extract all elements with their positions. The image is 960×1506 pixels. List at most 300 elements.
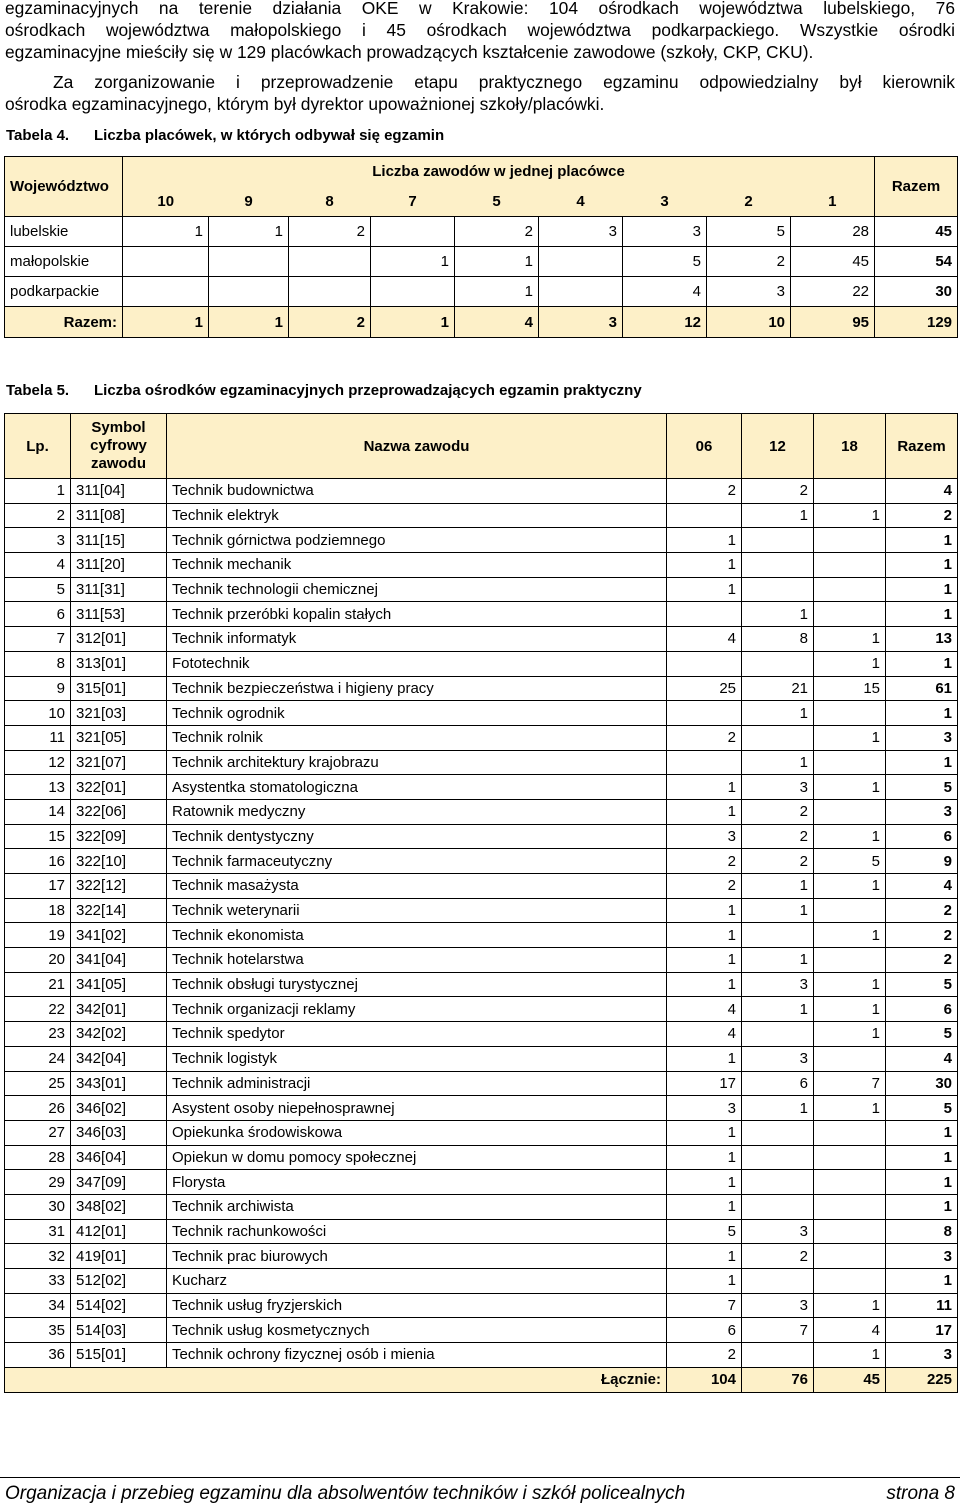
row-symbol: 321[03] [71,701,167,726]
row-lp: 1 [5,479,71,504]
row-12: 2 [742,479,814,504]
row-symbol: 322[01] [71,775,167,800]
cell [123,247,209,277]
sum-cell: 4 [455,307,539,338]
row-12: 2 [742,799,814,824]
row-12: 2 [742,1244,814,1269]
table5-row [5,1120,958,1145]
table5-row [5,1096,958,1121]
row-06: 6 [667,1318,742,1343]
row-06: 1 [667,1244,742,1269]
row-06: 4 [667,997,742,1022]
sum-cell: 2 [289,307,371,338]
row-lp: 19 [5,923,71,948]
row-name: Technik obsługi turystycznej [167,972,667,997]
row-name: Technik ogrodnik [167,701,667,726]
region-name: podkarpackie [5,277,123,307]
row-total: 6 [886,997,958,1022]
cell: 1 [455,277,539,307]
row-lp: 13 [5,775,71,800]
table5-caption [6,382,642,399]
row-symbol: 346[04] [71,1145,167,1170]
table5-body [5,479,958,1368]
row-06: 2 [667,725,742,750]
row-total: 5 [886,1022,958,1047]
row-name: Technik administracji [167,1071,667,1096]
row-06: 2 [667,479,742,504]
row-name: Technik prac biurowych [167,1244,667,1269]
row-total: 1 [886,1269,958,1294]
row-symbol: 311[31] [71,577,167,602]
row-name: Technik organizacji reklamy [167,997,667,1022]
row-symbol: 313[01] [71,651,167,676]
row-total: 4 [886,479,958,504]
row-name: Technik dentystyczny [167,824,667,849]
row-name: Technik architektury krajobrazu [167,750,667,775]
row-06 [667,701,742,726]
row-18 [814,1244,886,1269]
table4-subheader: 10 [123,187,209,217]
row-total: 1 [886,651,958,676]
row-06: 1 [667,775,742,800]
row-12 [742,528,814,553]
row-12: 2 [742,824,814,849]
region-name: lubelskie [5,217,123,247]
row-name: Technik informatyk [167,627,667,652]
sum-cell: 12 [623,307,707,338]
row-06: 17 [667,1071,742,1096]
sum-cell: 1 [209,307,289,338]
row-name: Opiekun w domu pomocy społecznej [167,1145,667,1170]
row-12: 1 [742,997,814,1022]
row-name: Kucharz [167,1269,667,1294]
table5-row [5,1269,958,1294]
row-06: 2 [667,874,742,899]
row-12: 1 [742,503,814,528]
row-symbol: 514[03] [71,1318,167,1343]
table5-row [5,1318,958,1343]
cell [371,277,455,307]
table4-subheader: 1 [791,187,875,217]
row-symbol: 311[53] [71,602,167,627]
row-lp: 16 [5,849,71,874]
table5-number: Tabela 5. [6,382,70,399]
row-total: 4 [886,874,958,899]
sum-total: 225 [886,1367,958,1392]
row-name: Technik górnictwa podziemnego [167,528,667,553]
sum-06: 104 [667,1367,742,1392]
sum-cell: 3 [539,307,623,338]
row-lp: 17 [5,874,71,899]
row-symbol: 346[02] [71,1096,167,1121]
row-12 [742,577,814,602]
row-symbol: 311[04] [71,479,167,504]
row-symbol: 348[02] [71,1194,167,1219]
row-lp: 4 [5,553,71,578]
row-lp: 5 [5,577,71,602]
row-symbol: 346[03] [71,1120,167,1145]
row-18: 1 [814,1022,886,1047]
table5-row [5,627,958,652]
cell [539,247,623,277]
row-symbol: 315[01] [71,676,167,701]
row-06: 3 [667,1096,742,1121]
row-12: 1 [742,750,814,775]
footer-title: Organizacja i przebieg egzaminu dla absolwentów techników i szkół policealnych [5,1483,686,1504]
row-lp: 21 [5,972,71,997]
row-lp: 35 [5,1318,71,1343]
cell: 1 [123,217,209,247]
row-06: 1 [667,898,742,923]
row-lp: 18 [5,898,71,923]
sum-label: Razem: [5,307,123,338]
row-18 [814,1170,886,1195]
row-06: 1 [667,1269,742,1294]
row-name: Technik mechanik [167,553,667,578]
row-total: 1 [886,1194,958,1219]
row-06 [667,750,742,775]
row-symbol: 322[09] [71,824,167,849]
row-symbol: 341[02] [71,923,167,948]
row-name: Technik weterynarii [167,898,667,923]
row-18: 1 [814,627,886,652]
cell: 45 [791,247,875,277]
row-total: 5 [886,1096,958,1121]
row-18: 7 [814,1071,886,1096]
row-symbol: 412[01] [71,1219,167,1244]
row-12 [742,923,814,948]
row-12: 2 [742,849,814,874]
cell [371,217,455,247]
row-symbol: 514[02] [71,1293,167,1318]
table5-row [5,750,958,775]
row-symbol: 347[09] [71,1170,167,1195]
table5-row [5,701,958,726]
row-18: 1 [814,824,886,849]
table5-header-lp: Lp. [5,414,71,479]
row-lp: 10 [5,701,71,726]
cell: 5 [623,247,707,277]
row-12: 1 [742,1096,814,1121]
cell: 5 [707,217,791,247]
row-18: 1 [814,997,886,1022]
row-name: Technik spedytor [167,1022,667,1047]
row-name: Fototechnik [167,651,667,676]
intro-paragraph [5,0,955,63]
row-06 [667,651,742,676]
row-lp: 7 [5,627,71,652]
table4-row [5,277,958,307]
table5 [4,413,958,1393]
row-12 [742,553,814,578]
row-18: 1 [814,775,886,800]
row-06: 1 [667,1145,742,1170]
table5-row [5,849,958,874]
row-lp: 29 [5,1170,71,1195]
row-18 [814,799,886,824]
row-18 [814,1219,886,1244]
row-18 [814,1194,886,1219]
row-18: 1 [814,651,886,676]
row-12 [742,1194,814,1219]
row-12: 1 [742,948,814,973]
row-06: 1 [667,1046,742,1071]
row-lp: 6 [5,602,71,627]
row-lp: 2 [5,503,71,528]
row-12: 3 [742,1219,814,1244]
row-lp: 27 [5,1120,71,1145]
table4-sum-row [5,307,958,338]
row-total: 8 [886,1219,958,1244]
table5-row [5,651,958,676]
row-12: 6 [742,1071,814,1096]
row-lp: 14 [5,799,71,824]
row-12: 1 [742,701,814,726]
row-total: 1 [886,1170,958,1195]
table5-row [5,1170,958,1195]
row-total: 61 [886,676,958,701]
row-name: Technik masażysta [167,874,667,899]
symbol-line: cyfrowy [90,437,147,454]
row-06: 1 [667,923,742,948]
row-06: 1 [667,1120,742,1145]
cell: 28 [791,217,875,247]
table5-row [5,528,958,553]
row-name: Technik usług kosmetycznych [167,1318,667,1343]
row-18 [814,553,886,578]
row-lp: 30 [5,1194,71,1219]
row-lp: 8 [5,651,71,676]
table4-subheader: 8 [325,192,334,210]
intro-paragraph-2 [5,71,955,115]
table4-title: Liczba placówek, w których odbywał się egzamin [94,127,445,144]
sum-cell: 95 [791,307,875,338]
cell: 2 [455,217,539,247]
row-18 [814,701,886,726]
row-total: 1 [886,701,958,726]
row-symbol: 322[10] [71,849,167,874]
row-06: 1 [667,553,742,578]
row-total: 30 [886,1071,958,1096]
region-name: małopolskie [5,247,123,277]
row-lp: 24 [5,1046,71,1071]
row-total: 54 [875,247,958,277]
row-total: 6 [886,824,958,849]
row-symbol: 311[08] [71,503,167,528]
row-name: Technik archiwista [167,1194,667,1219]
row-12 [742,1145,814,1170]
row-18 [814,528,886,553]
row-total: 2 [886,948,958,973]
cell: 1 [209,217,289,247]
row-total: 17 [886,1318,958,1343]
cell: 4 [623,277,707,307]
row-06: 1 [667,577,742,602]
table5-row [5,824,958,849]
intro-line: egzaminacyjne mieściły się w 129 placówkach prowadzących kształcenie zawodowe (szkoły, CKP, CKU). [5,42,814,62]
table5-row [5,1293,958,1318]
row-total: 30 [875,277,958,307]
row-total: 3 [886,1343,958,1368]
row-name: Technik rolnik [167,725,667,750]
row-12: 1 [742,874,814,899]
table5-row [5,799,958,824]
row-18 [814,750,886,775]
cell: 2 [707,247,791,277]
table5-row [5,1244,958,1269]
row-lp: 33 [5,1269,71,1294]
sum-18: 45 [814,1367,886,1392]
row-18 [814,898,886,923]
row-12: 3 [742,1293,814,1318]
table5-row [5,1022,958,1047]
row-total: 3 [886,1244,958,1269]
table4-row [5,217,958,247]
row-12 [742,1022,814,1047]
row-lp: 11 [5,725,71,750]
row-total: 1 [886,1145,958,1170]
table4-header-group: Liczba zawodów w jednej placówce [123,157,875,187]
table5-row [5,1145,958,1170]
sum-cell: 1 [371,307,455,338]
cell: 2 [289,217,371,247]
cell [289,247,371,277]
row-lp: 36 [5,1343,71,1368]
row-lp: 12 [5,750,71,775]
row-12: 1 [742,602,814,627]
cell [123,277,209,307]
row-18 [814,948,886,973]
row-lp: 9 [5,676,71,701]
row-12 [742,1269,814,1294]
row-12 [742,651,814,676]
row-18: 1 [814,503,886,528]
row-name: Asystent osoby niepełnosprawnej [167,1096,667,1121]
row-symbol: 342[01] [71,997,167,1022]
row-name: Technik przeróbki kopalin stałych [167,602,667,627]
row-18 [814,577,886,602]
row-total: 5 [886,972,958,997]
intro-line: ośrodka egzaminacyjnego, którym był dyrektor upoważnionej szkoły/placówki. [5,94,605,114]
table4-row [5,247,958,277]
row-18: 1 [814,1343,886,1368]
intro-line: Za zorganizowanie i przeprowadzenie etapu praktycznego egzaminu odpowiedzialny był kierownik [53,72,955,92]
row-12: 3 [742,1046,814,1071]
cell [209,277,289,307]
row-06 [667,503,742,528]
row-total: 2 [886,898,958,923]
symbol-line: Symbol [91,419,146,436]
row-lp: 23 [5,1022,71,1047]
row-total: 9 [886,849,958,874]
row-lp: 3 [5,528,71,553]
table5-header-06: 06 [667,414,742,479]
row-name: Technik hotelarstwa [167,948,667,973]
row-lp: 34 [5,1293,71,1318]
row-18: 1 [814,874,886,899]
row-symbol: 322[06] [71,799,167,824]
row-06: 3 [667,824,742,849]
table4-number: Tabela 4. [6,127,70,144]
row-total: 3 [886,725,958,750]
cell: 22 [791,277,875,307]
cell: 3 [707,277,791,307]
row-lp: 15 [5,824,71,849]
row-06 [667,602,742,627]
row-12 [742,1120,814,1145]
row-total: 2 [886,503,958,528]
row-12: 3 [742,972,814,997]
cell [209,247,289,277]
row-name: Florysta [167,1170,667,1195]
sum-cell: 10 [707,307,791,338]
table4-subheader: 7 [408,192,417,210]
cell: 3 [623,217,707,247]
row-total: 1 [886,1120,958,1145]
cell [539,277,623,307]
table5-row [5,479,958,504]
table5-row [5,1219,958,1244]
row-symbol: 321[07] [71,750,167,775]
row-total: 13 [886,627,958,652]
table4 [4,156,958,338]
row-06: 1 [667,528,742,553]
table4-header-region: Województwo [5,157,123,217]
row-lp: 22 [5,997,71,1022]
row-06: 25 [667,676,742,701]
row-name: Technik usług fryzjerskich [167,1293,667,1318]
row-total: 1 [886,750,958,775]
table5-row [5,923,958,948]
row-18: 1 [814,923,886,948]
row-06: 2 [667,849,742,874]
row-06: 1 [667,972,742,997]
cell: 1 [455,247,539,277]
row-total: 4 [886,1046,958,1071]
row-symbol: 343[01] [71,1071,167,1096]
row-symbol: 322[14] [71,898,167,923]
row-06: 4 [667,1022,742,1047]
row-18 [814,1145,886,1170]
table5-row [5,553,958,578]
table5-row [5,775,958,800]
table5-row [5,1194,958,1219]
row-lp: 26 [5,1096,71,1121]
row-name: Technik ochrony fizycznej osób i mienia [167,1343,667,1368]
table4-subheader: 4 [576,192,585,210]
row-name: Technik logistyk [167,1046,667,1071]
table5-row [5,1343,958,1368]
row-symbol: 419[01] [71,1244,167,1269]
row-06: 7 [667,1293,742,1318]
row-18: 1 [814,1096,886,1121]
row-12 [742,1170,814,1195]
row-name: Technik farmaceutyczny [167,849,667,874]
row-symbol: 342[02] [71,1022,167,1047]
row-18: 5 [814,849,886,874]
row-lp: 32 [5,1244,71,1269]
row-12: 7 [742,1318,814,1343]
sum-12: 76 [742,1367,814,1392]
sum-total: 129 [875,307,958,338]
row-symbol: 312[01] [71,627,167,652]
intro-line: egzaminacyjnych na terenie działania OKE w Krakowie: 104 ośrodkach województwa lubelskiego, 76 [5,0,955,18]
cell: 1 [371,247,455,277]
row-lp: 28 [5,1145,71,1170]
row-symbol: 512[02] [71,1269,167,1294]
row-18: 4 [814,1318,886,1343]
row-total: 5 [886,775,958,800]
